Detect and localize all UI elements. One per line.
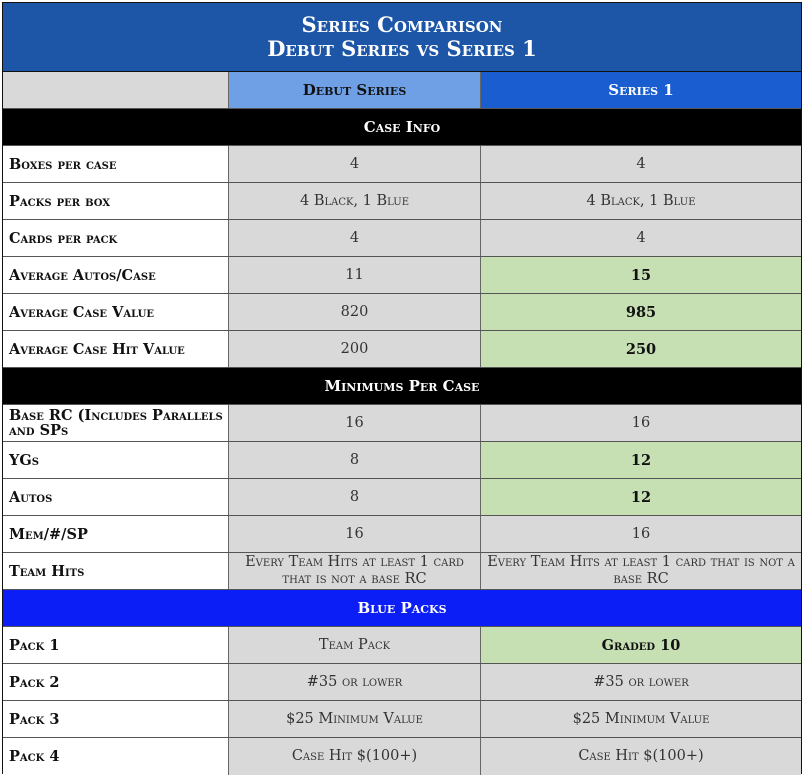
table-row	[3, 405, 801, 442]
table-row	[3, 220, 801, 257]
column-header-row	[3, 72, 801, 109]
series1-value-highlight: 15	[481, 257, 801, 293]
table-row	[3, 516, 801, 553]
table-row	[3, 738, 801, 775]
row-label: YGs	[3, 442, 229, 478]
table-row	[3, 701, 801, 738]
section-minimums: Minimums Per Case	[3, 368, 801, 405]
table-row	[3, 664, 801, 701]
debut-value: 8	[229, 479, 481, 515]
row-label: Boxes per case	[3, 146, 229, 182]
section-case-info: Case Info	[3, 109, 801, 146]
debut-value: 200	[229, 331, 481, 367]
row-label: Pack 2	[3, 664, 229, 700]
row-label: Cards per pack	[3, 220, 229, 256]
series1-value: 4 Black, 1 Blue	[481, 183, 801, 219]
series1-value: 4	[481, 220, 801, 256]
table-row	[3, 627, 801, 664]
row-label: Mem/#/SP	[3, 516, 229, 552]
debut-value: 4	[229, 220, 481, 256]
table-row	[3, 146, 801, 183]
debut-value: 16	[229, 516, 481, 552]
column-header-series1: Series 1	[481, 72, 801, 108]
row-label: Pack 1	[3, 627, 229, 663]
table-row	[3, 479, 801, 516]
debut-value: Every Team Hits at least 1 card that is not a base RC	[229, 553, 481, 589]
row-label: Autos	[3, 479, 229, 515]
series1-value: 16	[481, 516, 801, 552]
series1-value: Case Hit $(100+)	[481, 738, 801, 775]
debut-value: 16	[229, 405, 481, 441]
series1-value: $25 Minimum Value	[481, 701, 801, 737]
section-blue-packs: Blue Packs	[3, 590, 801, 627]
series1-value: 16	[481, 405, 801, 441]
header-blank-cell	[3, 72, 229, 108]
debut-value: Team Pack	[229, 627, 481, 663]
table-row	[3, 257, 801, 294]
comparison-table	[2, 2, 802, 774]
row-label: Base RC (Includes Parallels and SPs	[3, 405, 229, 441]
row-label: Average Case Hit Value	[3, 331, 229, 367]
table-row	[3, 442, 801, 479]
series1-value: #35 or lower	[481, 664, 801, 700]
row-label: Pack 3	[3, 701, 229, 737]
series1-value: Every Team Hits at least 1 card that is not a base RC	[481, 553, 801, 589]
row-label: Team Hits	[3, 553, 229, 589]
row-label: Pack 4	[3, 738, 229, 775]
series1-value-highlight: 985	[481, 294, 801, 330]
series1-value-highlight: 12	[481, 442, 801, 478]
row-label: Packs per box	[3, 183, 229, 219]
series1-value-highlight: 12	[481, 479, 801, 515]
title-line-1: Series Comparison	[301, 12, 503, 37]
debut-value: 8	[229, 442, 481, 478]
row-label: Average Autos/Case	[3, 257, 229, 293]
title-line-2: Debut Series vs Series 1	[267, 36, 537, 61]
debut-value: Case Hit $(100+)	[229, 738, 481, 775]
debut-value: 4 Black, 1 Blue	[229, 183, 481, 219]
debut-value: 820	[229, 294, 481, 330]
row-label: Average Case Value	[3, 294, 229, 330]
table-row	[3, 331, 801, 368]
table-row	[3, 183, 801, 220]
series1-value-highlight: Graded 10	[481, 627, 801, 663]
debut-value: 11	[229, 257, 481, 293]
table-row	[3, 294, 801, 331]
series1-value: 4	[481, 146, 801, 182]
debut-value: #35 or lower	[229, 664, 481, 700]
title-band	[3, 3, 801, 72]
column-header-debut: Debut Series	[229, 72, 481, 108]
debut-value: $25 Minimum Value	[229, 701, 481, 737]
table-row	[3, 553, 801, 590]
debut-value: 4	[229, 146, 481, 182]
series1-value-highlight: 250	[481, 331, 801, 367]
